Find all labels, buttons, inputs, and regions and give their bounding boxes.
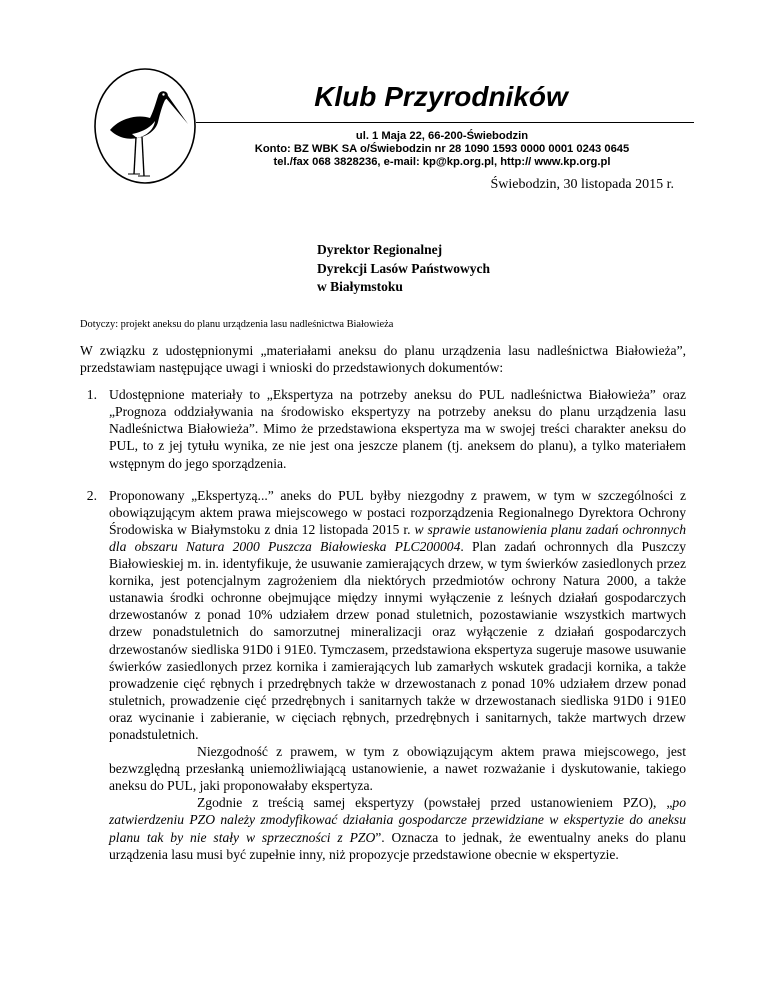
- contact-line: tel./fax 068 3828236, e-mail: kp@kp.org.pl, http:// www.kp.org.pl: [273, 156, 611, 168]
- recipient-line-3: w Białymstoku: [317, 279, 403, 294]
- regulation-title: w sprawie ustanowienia planu zadań ochronnych dla obszaru Natura 2000 Puszcza Białowieska PLC200004: [109, 521, 686, 554]
- letter-body: [80, 342, 686, 878]
- subject-line: Dotyczy: projekt aneksu do planu urządzenia lasu nadleśnictwa Białowieża: [80, 319, 394, 330]
- list-item: [80, 386, 686, 471]
- quoted-text: po zatwierdzeniu PZO należy zmodyfikować działania gospodarcze przewidziane w ekspertyzie do aneksu planu tak by nie stały w sprzeczności z PZO: [109, 795, 686, 845]
- stork-logo-icon: [92, 66, 198, 186]
- organization-name: Klub Przyrodników: [314, 81, 568, 112]
- recipient-block: [317, 241, 490, 297]
- letter-date: Świebodzin, 30 listopada 2015 r.: [490, 177, 674, 192]
- item-number: 1.: [86, 387, 97, 403]
- item-text: Udostępnione materiały to „Ekspertyza na potrzeby aneksu do PUL nadleśnictwa Białowieża” oraz „Prognoza oddziaływania na środowisko ekspertyzy na potrzeby aneksu do planu urządzenia lasu Nadleśnictwa Białowieża”. Mimo że przedstawiona ekspertyza ma w swojej treści charakter aneksu do PUL, to z jej tytułu wynika, ze nie jest ona jeszcze planem (tj. aneksem do planu), a tylko materiałem wstępnym do jego sporządzenia.: [109, 387, 686, 471]
- recipient-line-1: Dyrektor Regionalnej: [317, 242, 443, 257]
- item-text-part: Proponowany „Ekspertyzą...” aneks do PUL byłby niezgodny z prawem, w tym w szczególności z obowiązującym aktem prawa miejscowego w postaci rozporządzenia Regionalnego Dyrektora Ochrony Środowiska w Białymstoku z dnia 12 listopada 2015 r.: [109, 487, 686, 537]
- item-text: [109, 487, 686, 743]
- item-text: [109, 794, 686, 862]
- address-line: ul. 1 Maja 22, 66-200-Świebodzin: [355, 130, 529, 142]
- item-text: Niezgodność z prawem, w tym z obowiązującym aktem prawa miejscowego, jest bezwzględną przesłanką uniemożliwiającą ustanowienie, a nawet rozważanie i dyskutowanie, takiego aneksu do PUL, jaki proponowałaby ekspertyza.: [109, 744, 686, 794]
- header-divider: [196, 122, 694, 123]
- bank-account-line: Konto: BZ WBK SA o/Świebodzin nr 28 1090 1593 0000 0001 0243 0645: [254, 143, 630, 155]
- remarks-list: [80, 386, 686, 863]
- item-number: 2.: [86, 487, 97, 503]
- recipient-line-2: Dyrekcji Lasów Państwowych: [317, 260, 490, 276]
- item-text-part: ”. Oznacza to jednak, że ewentualny aneks do planu urządzenia lasu musi być zupełnie inny, niż propozycje przedstawione obecnie w ekspertyzie.: [109, 829, 686, 862]
- intro-paragraph: W związku z udostępnionymi „materiałami aneksu do planu urządzenia lasu nadleśnictwa Białowieża”, przedstawiam następujące uwagi i wnioski do przedstawionych dokumentów:: [80, 343, 686, 376]
- item-text-part: . Plan zadań ochronnych dla Puszczy Białowieskiej m. in. identyfikuje, że usuwanie zamierających drzew, w tym świerków zasiedlonych przez kornika, jest potencjalnym zagrożeniem dla niektórych przedmiotów ochrony Natura 2000, a także ustanawia środki ochronne obejmujące między innymi wyłączenie z leśnych działań gospodarczych drzewostanów z ponad 10% udziałem drzew ponad stuletnich, pozostawianie wszystkich martwych drzew ponadstuletnich do samorzutnej mineralizacji oraz wyłączenie z działań gospodarczych drzewostanów siedliska 91D0 i 91E0. Tymczasem, przedstawiona ekspertyza sugeruje masowe usuwanie świerków zasiedlonych przez kornika i zamierających lub zamarłych wskutek gradacji kornika, a także prowadzenie cięć rębnych i przedrębnych także w drzewostanach z ponad 10% udziałem drzew ponad stuletnich, prowadzenie cięć przedrębnych i sanitarnych także w drzewostanach siedliska 91D0 i 91E0 oraz wycinanie i zabieranie, w cięciach rębnych, przedrębnych i sanitarnych, także martwych drzew ponadstuletnich.: [109, 538, 687, 742]
- item-text-part: Zgodnie z treścią samej ekspertyzy (powstałej przed ustanowieniem PZO), „: [197, 795, 673, 811]
- list-item: [80, 487, 686, 863]
